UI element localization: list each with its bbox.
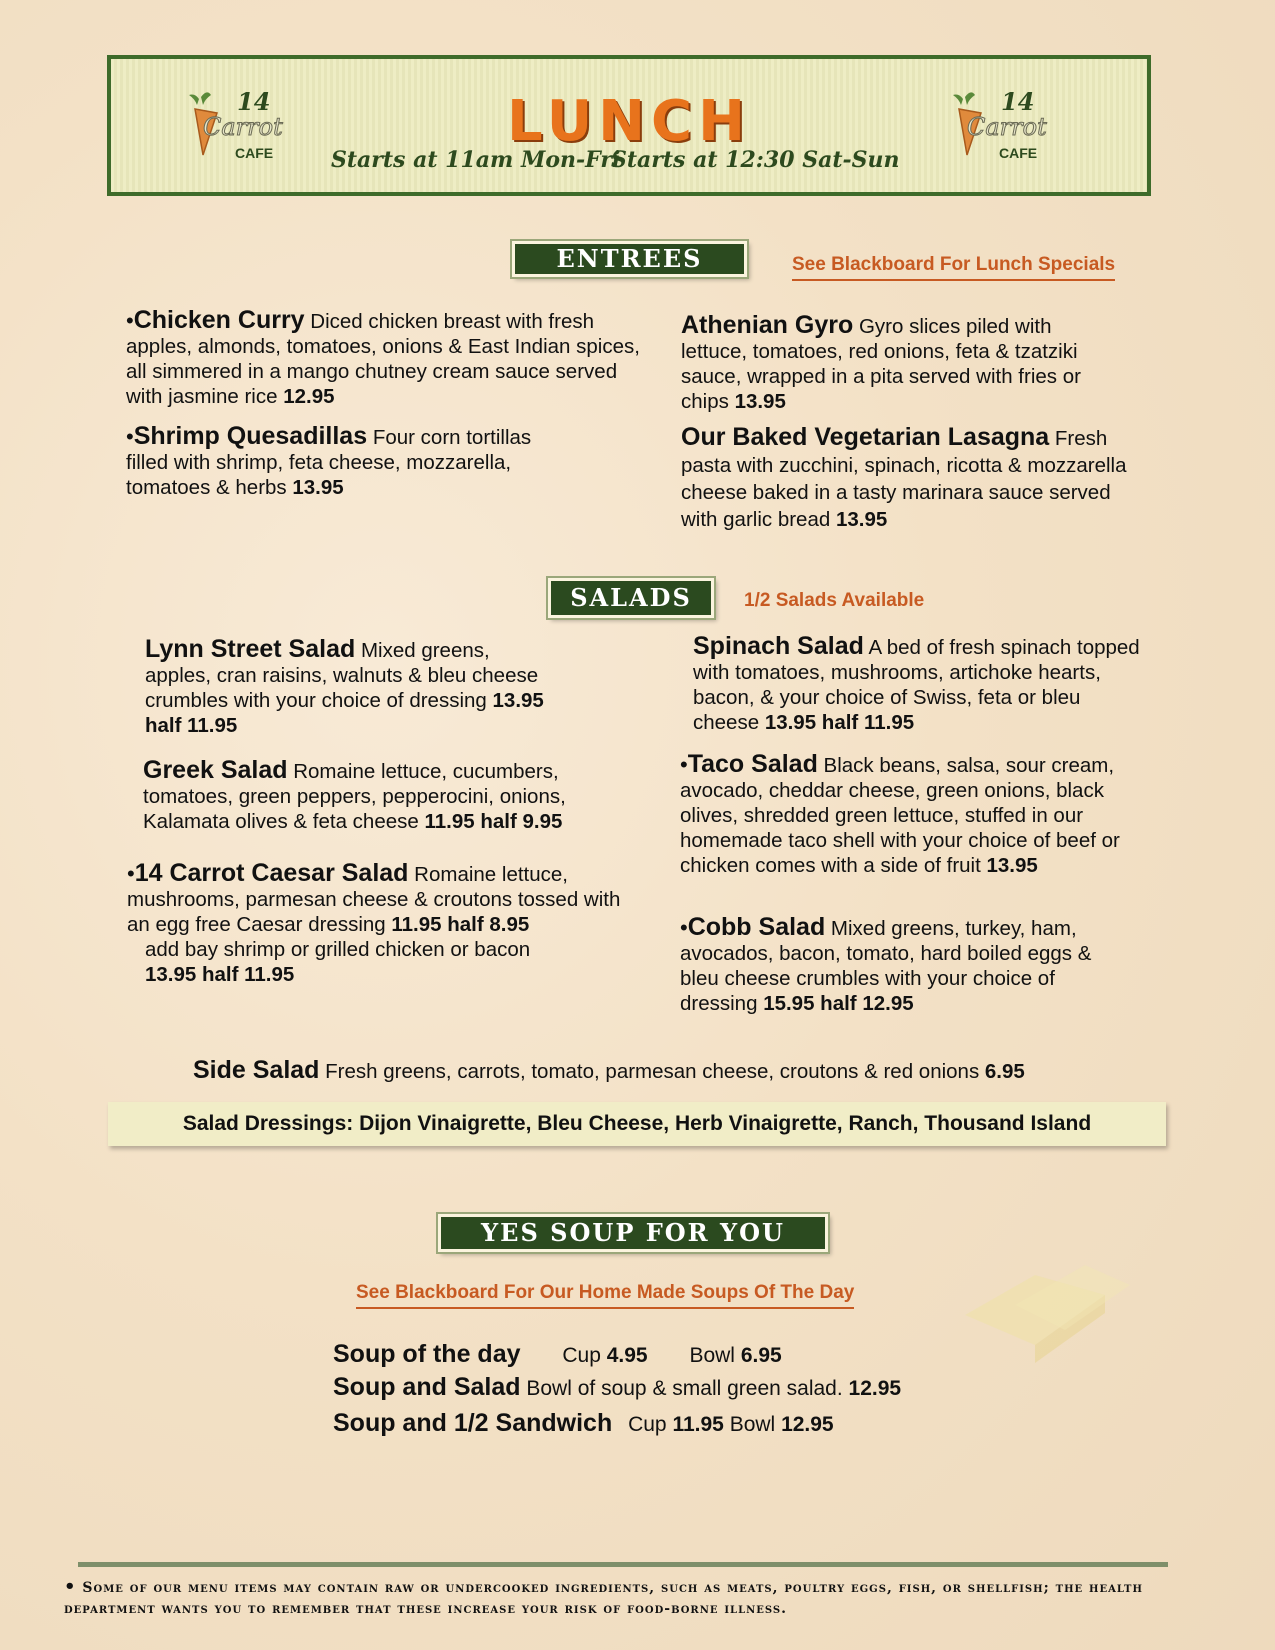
bowl-price: 12.95 xyxy=(781,1413,834,1436)
item-name: Athenian Gyro xyxy=(681,311,854,339)
item-price: 13.95 xyxy=(292,476,344,499)
item-desc: Diced chicken breast with fresh apples, almonds, tomatoes, onions & East Indian spices, all simmered in a mango chutney cream sauce served with jasmine rice xyxy=(126,310,640,408)
item-price: 12.95 xyxy=(848,1377,902,1400)
item-desc: Mixed greens, apples, cran raisins, walnuts & bleu cheese crumbles with your choice of dressing xyxy=(145,639,539,712)
soup-item xyxy=(333,1409,834,1438)
salad-item xyxy=(143,758,623,834)
salad-item xyxy=(693,634,1143,735)
salad-item xyxy=(145,637,555,738)
salad-dressings-bar: Salad Dressings: Dijon Vinaigrette, Bleu Cheese, Herb Vinaigrette, Ranch, Thousand Island xyxy=(108,1102,1166,1146)
item-desc: Gyro slices piled with lettuce, tomatoes, red onions, feta & tzatziki sauce, wrapped in a pita served with fries or chips xyxy=(681,315,1081,413)
caesar-addon xyxy=(127,937,637,987)
item-name: Lynn Street Salad xyxy=(145,635,356,663)
soup-item xyxy=(333,1373,901,1402)
addon-text: add bay shrimp or grilled chicken or bacon xyxy=(145,938,531,961)
hours-weekend: Starts at 12:30 Sat-Sun xyxy=(611,147,900,173)
item-desc: Romaine lettuce, cucumbers, tomatoes, green peppers, pepperocini, onions, Kalamata olives & feta cheese xyxy=(143,760,566,833)
item-price: 13.95 xyxy=(986,854,1038,877)
item-price: 13.95 xyxy=(835,508,888,531)
cafe-logo-right xyxy=(945,87,1065,167)
soup-item xyxy=(333,1340,782,1369)
entree-item xyxy=(681,424,1151,533)
item-price: 11.95 half 8.95 xyxy=(391,913,530,936)
entree-item xyxy=(126,308,646,409)
lunch-specials-note: See Blackboard For Lunch Specials xyxy=(792,254,1115,281)
item-name: Shrimp Quesadillas xyxy=(133,422,368,450)
bullet: • xyxy=(680,915,688,940)
item-desc: Romaine lettuce, mushrooms, parmesan cheese & croutons tossed with an egg free Caesar dressing xyxy=(127,863,621,936)
entrees-heading: ENTREES xyxy=(512,241,747,277)
item-desc: A bed of fresh spinach topped with tomatoes, mushrooms, artichoke hearts, bacon, & your choice of Swiss, feta or bleu cheese xyxy=(693,636,1140,734)
health-disclaimer xyxy=(64,1576,1214,1620)
logo-number: 14 xyxy=(1001,87,1035,116)
salad-item xyxy=(680,752,1150,878)
item-price: 13.95 half 11.95 xyxy=(145,689,544,737)
item-name: Soup of the day xyxy=(333,1340,521,1368)
salad-item xyxy=(680,915,1135,1016)
item-name: Our Baked Vegetarian Lasagna xyxy=(681,423,1050,451)
item-desc: Four corn tortillas filled with shrimp, feta cheese, mozzarella, tomatoes & herbs xyxy=(126,426,532,499)
bowl-label: Bowl xyxy=(689,1344,735,1367)
cup-price: 4.95 xyxy=(606,1344,648,1367)
bullet: • xyxy=(127,861,135,886)
bowl-label: Bowl xyxy=(729,1413,776,1436)
bowl-price: 6.95 xyxy=(740,1344,782,1367)
salad-item xyxy=(127,861,637,987)
bullet: • xyxy=(126,424,134,449)
logo-word: Carrot xyxy=(203,113,283,141)
item-name: Spinach Salad xyxy=(693,632,864,660)
item-desc: Black beans, salsa, sour cream, avocado, cheddar cheese, green onions, black olives, shredded green lettuce, stuffed in our homemade taco shell with your choice of beef or chicken comes with a side of fruit xyxy=(680,754,1120,877)
item-desc: Bowl of soup & small green salad. xyxy=(520,1377,849,1400)
bullet: • xyxy=(64,1576,77,1597)
item-name: Soup and Salad xyxy=(333,1373,521,1401)
logo-word: Carrot xyxy=(967,113,1047,141)
soup-heading: YES SOUP FOR YOU xyxy=(438,1214,828,1252)
salads-heading: SALADS xyxy=(548,578,714,618)
item-price: 15.95 half 12.95 xyxy=(763,992,914,1015)
item-price: 6.95 xyxy=(984,1060,1025,1083)
entree-item xyxy=(126,424,566,500)
footer-divider xyxy=(78,1562,1168,1567)
page-title: LUNCH xyxy=(507,89,751,154)
item-desc: Mixed greens, turkey, ham, avocados, bacon, tomato, hard boiled eggs & bleu cheese crumbles with your choice of dressing xyxy=(680,917,1092,1015)
item-price: 11.95 half 9.95 xyxy=(424,810,563,833)
cup-price: 11.95 xyxy=(672,1413,724,1436)
addon-price: 13.95 half 11.95 xyxy=(145,963,295,986)
item-price: 12.95 xyxy=(283,385,335,408)
item-name: Chicken Curry xyxy=(133,306,305,334)
item-name: 14 Carrot Caesar Salad xyxy=(134,859,409,887)
logo-cafe: CAFE xyxy=(999,145,1038,161)
header-banner xyxy=(107,55,1151,196)
item-name: Soup and 1/2 Sandwich xyxy=(333,1409,613,1437)
hours-weekday: Starts at 11am Mon-Fri xyxy=(331,147,621,173)
soups-of-day-note: See Blackboard For Our Home Made Soups Of The Day xyxy=(356,1282,854,1309)
item-name: Cobb Salad xyxy=(687,913,826,941)
cup-label: Cup xyxy=(628,1413,667,1436)
item-name: Side Salad xyxy=(193,1056,320,1084)
disclaimer-text: Some of our menu items may contain raw or undercooked ingredients, such as meats, poultry eggs, fish, or shellfish; the health department wants you to remember that these increase your risk of food-borne illness. xyxy=(64,1580,1143,1617)
bullet: • xyxy=(680,752,688,777)
half-salads-note: 1/2 Salads Available xyxy=(744,590,925,611)
side-salad xyxy=(193,1058,1193,1084)
item-desc: Fresh pasta with zucchini, spinach, ricotta & mozzarella cheese baked in a tasty marinara sauce served with garlic bread xyxy=(681,427,1127,531)
logo-number: 14 xyxy=(237,87,271,116)
item-desc: Fresh greens, carrots, tomato, parmesan cheese, croutons & red onions xyxy=(319,1060,985,1083)
entree-item xyxy=(681,313,1101,414)
item-price: 13.95 xyxy=(734,390,786,413)
item-price: 13.95 half 11.95 xyxy=(764,711,915,734)
item-name: Greek Salad xyxy=(143,756,288,784)
cup-label: Cup xyxy=(562,1344,601,1367)
item-name: Taco Salad xyxy=(687,750,818,778)
gold-bar-icon xyxy=(955,1245,1135,1365)
logo-cafe: CAFE xyxy=(235,145,274,161)
bullet: • xyxy=(126,308,134,333)
